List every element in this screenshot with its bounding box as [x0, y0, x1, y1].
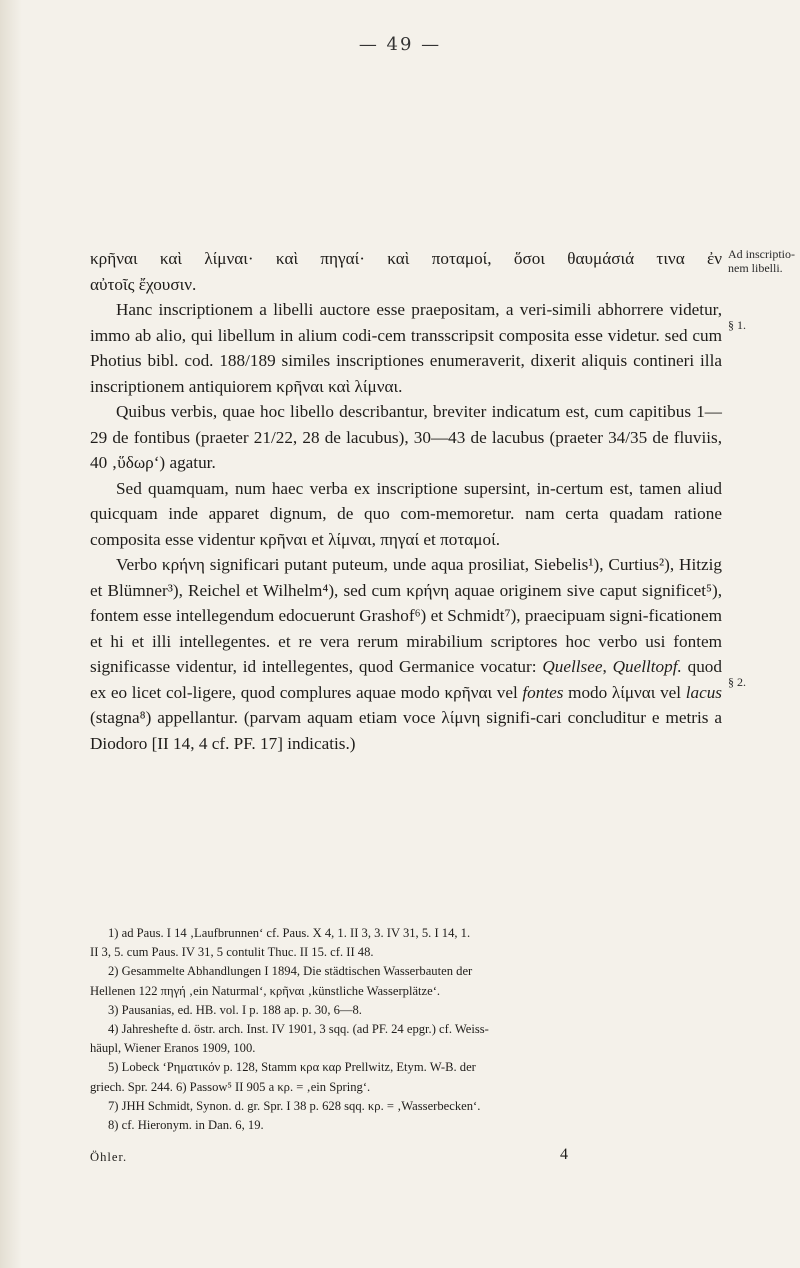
term-quelltopf: Quelltopf.	[612, 657, 682, 676]
footnotes	[90, 924, 722, 1135]
term-lacus: lacus	[685, 682, 722, 702]
main-text	[90, 246, 722, 756]
sheet-number: 4	[560, 1146, 568, 1163]
footnote-line: 7) JHH Schmidt, Synon. d. gr. Spr. I 38 p. 628 sqq. κρ. = ‚Wasserbecken‘.	[108, 1098, 481, 1113]
page-edge-shadow	[0, 0, 22, 1268]
footnote-line: II 3, 5. cum Paus. IV 31, 5 contulit Thuc. II 15. cf. II 48.	[90, 945, 374, 960]
text-run: ,	[602, 657, 613, 676]
paragraph-composition: Sed quamquam, num haec verba ex inscriptione supersint, in-certum est, tamen aliud quicquam inde apparet dignum, de quo com-memoretur. nam certa quadam ratione composita esse videntur κρῆναι et λίμναι, πηγαί et ποταμοί.	[90, 478, 722, 549]
footnote-line: 2) Gesammelte Abhandlungen I 1894, Die städtischen Wasserbauten der	[108, 964, 473, 979]
footnote-line: 8) cf. Hieronym. in Dan. 6, 19.	[108, 1118, 264, 1133]
margin-note-section-1: § 1.	[728, 318, 746, 332]
margin-note-section-2: § 2.	[728, 675, 746, 689]
text-run: modo λίμναι vel	[563, 682, 686, 702]
footnote-line: häupl, Wiener Eranos 1909, 100.	[90, 1041, 256, 1056]
paragraph-summary: Quibus verbis, quae hoc libello describantur, breviter indicatum est, cum capitibus 1—29 de fontibus (praeter 21/22, 28 de lacubus), 30—43 de lacubus (praeter 34/35 de fluviis, 40 ‚ὕδωρ‘) agatur.	[90, 402, 722, 472]
footnote-line: griech. Spr. 244. 6) Passow⁵ II 905 a κρ. = ‚ein Spring‘.	[90, 1079, 371, 1094]
footnote-line: Hellenen 122 πηγή ‚ein Naturmal‘, κρῆναι ‚künstliche Wasserplätze‘.	[90, 983, 441, 998]
author-signature: Öhler.	[90, 1150, 128, 1164]
greek-title-line-1: κρῆναι καὶ λίμναι· καὶ πηγαί· καὶ ποταμοί, ὅσοι θαυμάσιά τινα ἐν	[90, 249, 722, 268]
paragraph-inscription: Hanc inscriptionem a libelli auctore esse praepositam, a veri-simili abhorrere videtur, immo ab alio, qui libellum in alium codi-cem transscripsit composita esse videtur. sed cum Photius bibl. cod. 188/189 similes inscriptiones enumeraverit, dixerit aliquis contineri illa inscriptionem antiquiorem κρῆναι καὶ λίμναι.	[90, 300, 722, 396]
footnote-line: 3) Pausanias, ed. HB. vol. I p. 188 ap. p. 30, 6—8.	[108, 1002, 362, 1017]
page-number: — 49 —	[358, 34, 442, 55]
footnote-line: 4) Jahreshefte d. östr. arch. Inst. IV 1901, 3 sqq. (ad PF. 24 epgr.) cf. Weiss-	[108, 1022, 489, 1037]
term-fontes: fontes	[522, 682, 564, 702]
text-run: quod ex eo licet col-ligere, quod complures aquae modo κρῆναι vel	[90, 657, 722, 702]
footnote-line: 1) ad Paus. I 14 ‚Laufbrunnen‘ cf. Paus. X 4, 1. II 3, 3. IV 31, 5. I 14, 1.	[108, 926, 471, 940]
paragraph-krene	[90, 552, 722, 756]
term-quellsee: Quellsee	[542, 657, 603, 676]
margin-note-inscriptio: Ad inscriptio- nem libelli.	[728, 247, 795, 275]
text-run: (stagna⁸) appellantur. (parvam aquam etiam voce λίμνη signifi-cari concluditur e metris a Diodoro [II 14, 4 cf. PF. 17] indicatis.)	[90, 708, 722, 753]
text-run: Verbo κρήνη significari putant puteum, unde aqua prosiliat, Siebelis¹), Curtius²), Hitzig et Blümner³), Reichel et Wilhelm⁴), sed cum κρήνη aquae originem sive caput significet⁵), fontem esse intellegendum edocuerunt Grashof⁶) et Schmidt⁷), praecipuam signi-ficationem et hi et illi intellegentes. et re vera rerum mirabilium scriptores hoc verbo usi fontem significasse videntur, id intellegentes, quod Germanice vocatur:	[90, 555, 722, 676]
greek-title-line-2: αὐτοῖς ἔχουσιν.	[90, 274, 197, 294]
footnote-line: 5) Lobeck ‘Ρηματικόν p. 128, Stamm κρα καρ Prellwitz, Etym. W-B. der	[108, 1060, 476, 1075]
